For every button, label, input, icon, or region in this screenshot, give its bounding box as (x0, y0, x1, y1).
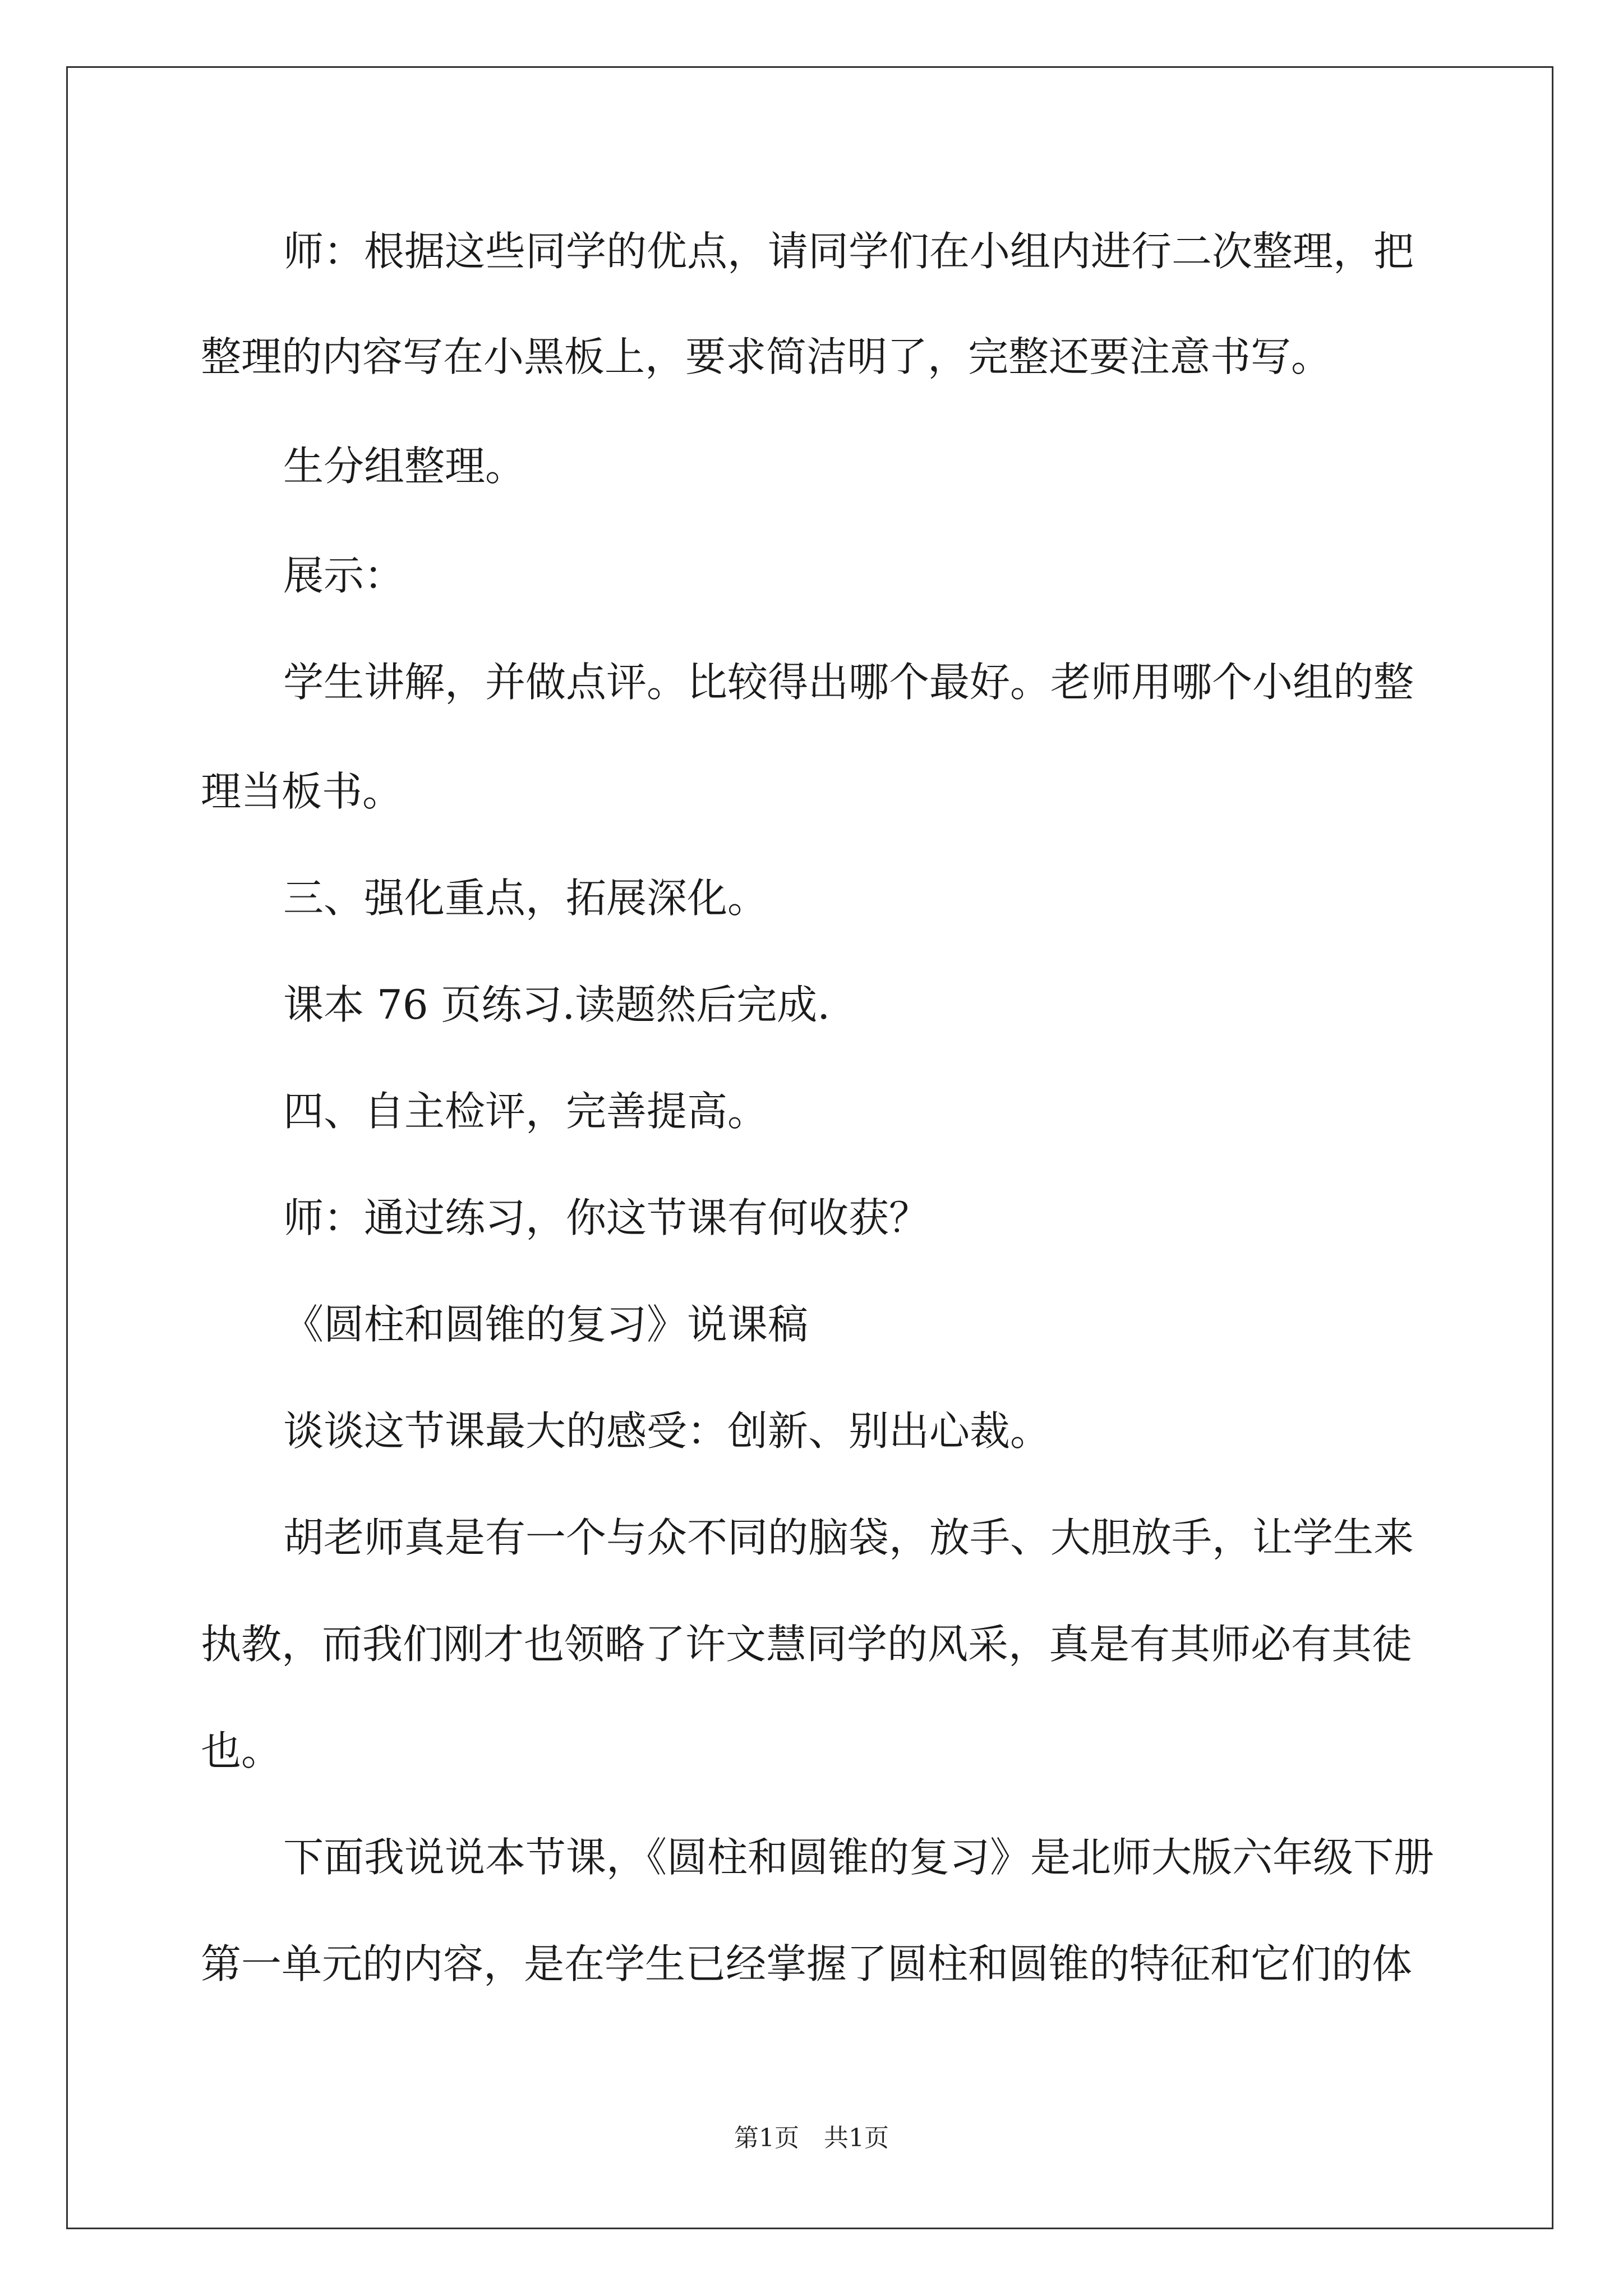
paragraph-1-line-2: 整理的内容写在小黑板上，要求简洁明了，完整还要注意书写。 (201, 333, 1332, 380)
paragraph-12-line-2: 第一单元的内容，是在学生已经掌握了圆柱和圆锥的特征和它们的体 (201, 1940, 1413, 1987)
paragraph-11-line-2: 执教，而我们刚才也领略了许文慧同学的风采，真是有其师必有其徒 (201, 1621, 1413, 1668)
paragraph-12-line-1: 下面我说说本节课，《圆柱和圆锥的复习》是北师大版六年级下册 (283, 1834, 1435, 1881)
paragraph-11-line-3: 也。 (201, 1727, 282, 1774)
paragraph-3: 展示： (283, 552, 405, 599)
paragraph-2: 生分组整理。 (283, 443, 526, 490)
section-heading-4: 四、自主检评，完善提高。 (283, 1088, 768, 1135)
paragraph-11-line-1: 胡老师真是有一个与众不同的脑袋，放手、大胆放手，让学生来 (283, 1514, 1414, 1561)
page-number-footer: 第1页 共1页 (734, 2124, 889, 2152)
paragraph-8: 师：通过练习，你这节课有何收获？ (283, 1194, 930, 1241)
paragraph-10: 谈谈这节课最大的感受：创新、别出心裁。 (283, 1407, 1051, 1455)
page-border (66, 66, 1553, 2229)
section-heading-3: 三、强化重点，拓展深化。 (283, 875, 768, 922)
paragraph-1-line-1: 师：根据这些同学的优点，请同学们在小组内进行二次整理，把 (283, 228, 1414, 275)
paragraph-4-line-1: 学生讲解，并做点评。比较得出哪个最好。老师用哪个小组的整 (283, 659, 1414, 706)
lesson-title: 《圆柱和圆锥的复习》说课稿 (283, 1301, 809, 1348)
paragraph-4-line-2: 理当板书。 (201, 768, 403, 815)
paragraph-6: 课本 76 页练习.读题然后完成. (283, 981, 831, 1028)
